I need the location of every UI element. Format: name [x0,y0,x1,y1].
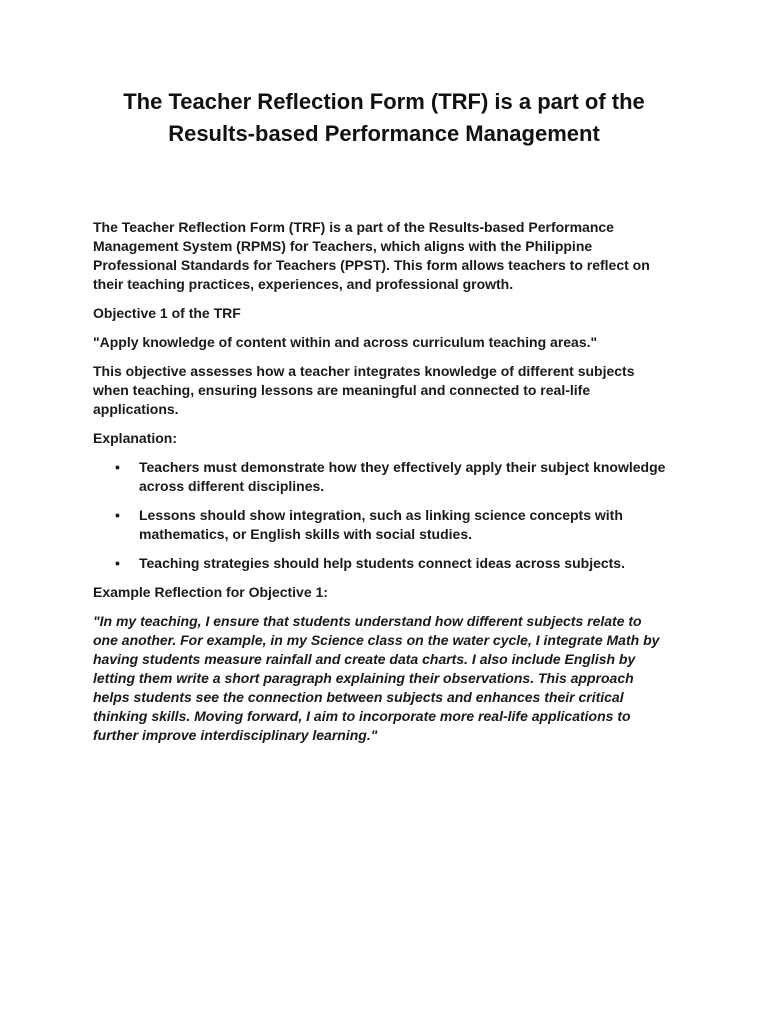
list-item-text: Teachers must demonstrate how they effectively apply their subject knowledge across different disciplines. [139,459,666,494]
objective-heading: Objective 1 of the TRF [93,305,241,321]
list-item [93,506,668,544]
explanation-list [93,458,668,573]
example-heading: Example Reflection for Objective 1: [93,584,328,600]
page-title: The Teacher Reflection Form (TRF) is a part of the Results-based Performance Management [123,89,645,146]
explanation-heading: Explanation: [93,430,178,446]
intro-paragraph: The Teacher Reflection Form (TRF) is a part of the Results-based Performance Management System (RPMS) for Teachers, which aligns with the Philippine Professional Standards for Teachers (PPST). This form allows teachers to reflect on their teaching practices, experiences, and professional growth. [93,219,650,292]
document-body [93,218,668,755]
example-reflection: "In my teaching, I ensure that students understand how different subjects relate to one another. For example, in my Science class on the water cycle, I integrate Math by having students measure rainfall and create data charts. I also include English by letting them write a short paragraph explaining their observations. This approach helps students see the connection between subjects and enhances their critical thinking skills. Moving forward, I aim to incorporate more real-life applications to further improve interdisciplinary learning." [93,613,660,743]
bullet-icon: • [115,555,120,571]
objective-statement: "Apply knowledge of content within and across curriculum teaching areas." [93,334,598,350]
objective-description: This objective assesses how a teacher integrates knowledge of different subjects when teaching, ensuring lessons are meaningful and connected to real-life applications. [93,363,635,417]
list-item [93,554,668,573]
bullet-icon: • [115,459,120,475]
list-item-text: Teaching strategies should help students connect ideas across subjects. [139,555,625,571]
list-item-text: Lessons should show integration, such as linking science concepts with mathematics, or English skills with social studies. [139,507,623,542]
list-item [93,458,668,496]
bullet-icon: • [115,507,120,523]
